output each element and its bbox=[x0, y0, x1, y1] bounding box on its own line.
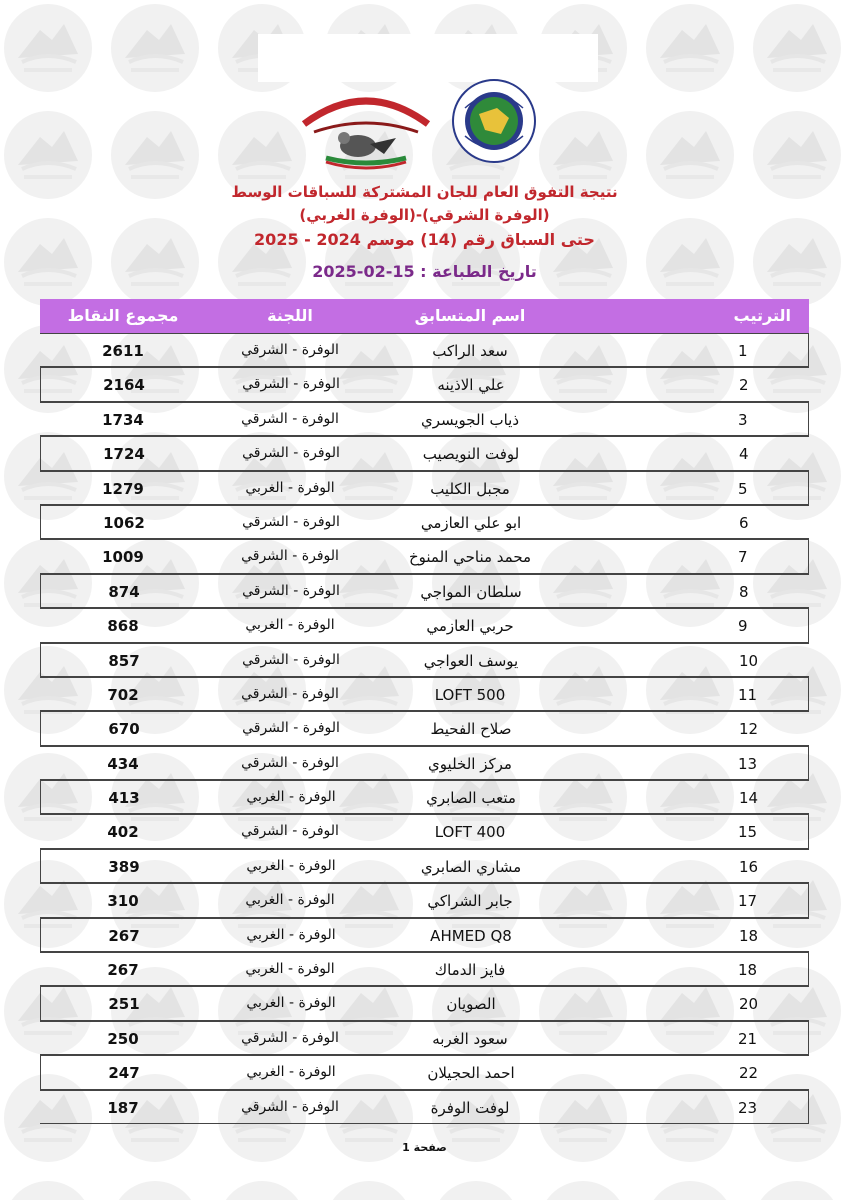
rank-value: 2 bbox=[739, 376, 749, 395]
committee-value: الوفرة - الغربي bbox=[245, 892, 335, 909]
committee-value: الوفرة - الغربي bbox=[245, 961, 335, 978]
points-value: 2164 bbox=[103, 376, 145, 395]
contestant-name: سلطان المواجي bbox=[420, 582, 522, 601]
header-rank: الترتيب bbox=[733, 306, 791, 325]
rank-cell bbox=[738, 686, 768, 704]
table-row bbox=[40, 814, 809, 848]
contestant-name: متعب الصابري bbox=[426, 789, 516, 808]
rank-value: 18 bbox=[739, 926, 759, 945]
report-subtitle: (الوفرة الشرقي)-(الوفرة الغربي) bbox=[299, 206, 550, 224]
table-row bbox=[40, 918, 809, 952]
rank-value: 23 bbox=[738, 1098, 758, 1117]
committee-value: الوفرة - الغربي bbox=[246, 857, 336, 874]
rank-value: 10 bbox=[739, 651, 759, 670]
rank-cell bbox=[739, 652, 769, 670]
contestant-name: صلاح الفحيط bbox=[430, 720, 512, 739]
contestant-name: يوسف العواجي bbox=[423, 651, 519, 670]
points-value: 310 bbox=[107, 892, 139, 911]
table-row bbox=[40, 1090, 809, 1124]
points-value: 251 bbox=[108, 995, 140, 1014]
contestant-name: الصويان bbox=[446, 995, 496, 1014]
rank-value: 15 bbox=[738, 823, 758, 842]
table-row bbox=[40, 952, 809, 986]
report-title: نتيجة التفوق العام للجان المشتركة للسباقات الوسط bbox=[231, 183, 618, 201]
rank-cell bbox=[738, 892, 768, 910]
table-row bbox=[40, 367, 809, 401]
rank-cell bbox=[738, 411, 768, 429]
points-value: 1009 bbox=[102, 548, 144, 567]
rank-value: 13 bbox=[738, 754, 758, 773]
rank-value: 9 bbox=[738, 617, 748, 636]
committee-value: الوفرة - الغربي bbox=[245, 617, 335, 634]
table-row bbox=[40, 883, 809, 917]
points-value: 1734 bbox=[102, 410, 144, 429]
table-header bbox=[40, 299, 809, 333]
rank-cell bbox=[738, 1030, 768, 1048]
committee-value: الوفرة - الشرقي bbox=[241, 685, 339, 702]
points-value: 402 bbox=[107, 823, 139, 842]
rank-value: 8 bbox=[739, 582, 749, 601]
rank-value: 20 bbox=[739, 995, 759, 1014]
points-value: 1062 bbox=[103, 513, 145, 532]
table-row bbox=[40, 780, 809, 814]
rank-value: 5 bbox=[738, 479, 748, 498]
contestant-name: سعود الغربه bbox=[432, 1029, 508, 1048]
table-row bbox=[40, 436, 809, 470]
contestant-name: لوفت النويصيب bbox=[422, 445, 520, 464]
rank-value: 3 bbox=[738, 410, 748, 429]
rank-value: 4 bbox=[739, 445, 749, 464]
rank-cell bbox=[739, 514, 769, 532]
contestant-name: ذياب الجويسري bbox=[420, 410, 520, 429]
points-value: 1724 bbox=[103, 445, 145, 464]
contestant-name: جابر الشراكي bbox=[427, 892, 513, 911]
points-value: 187 bbox=[107, 1098, 139, 1117]
table-row bbox=[40, 505, 809, 539]
rank-value: 1 bbox=[738, 342, 748, 360]
table-row bbox=[40, 746, 809, 780]
committee-value: الوفرة - الشرقي bbox=[242, 376, 340, 393]
points-value: 2611 bbox=[102, 342, 144, 360]
points-value: 247 bbox=[108, 1064, 140, 1083]
contestant-name: فايز الدماك bbox=[434, 961, 506, 980]
rank-value: 21 bbox=[738, 1029, 758, 1048]
rank-value: 18 bbox=[738, 961, 758, 980]
rank-value: 7 bbox=[738, 548, 748, 567]
contestant-name: مركز الخليوي bbox=[428, 754, 512, 773]
rank-cell bbox=[739, 583, 769, 601]
table-row bbox=[40, 574, 809, 608]
committee-value: الوفرة - الشرقي bbox=[241, 342, 339, 358]
table-row bbox=[40, 643, 809, 677]
contestant-name: ابو علي العازمي bbox=[420, 513, 522, 532]
points-value: 267 bbox=[108, 926, 140, 945]
table-row bbox=[40, 986, 809, 1020]
points-value: 413 bbox=[108, 789, 140, 808]
contestant-name: LOFT 500 bbox=[434, 685, 506, 704]
committee-value: الوفرة - الشرقي bbox=[241, 1098, 339, 1115]
contestant-name: مشاري الصابري bbox=[420, 857, 522, 876]
committee-value: الوفرة - الشرقي bbox=[241, 548, 339, 565]
points-value: 857 bbox=[108, 651, 140, 670]
table-row bbox=[40, 849, 809, 883]
page-number: صفحة 1 bbox=[402, 1141, 447, 1154]
table-row bbox=[40, 333, 809, 367]
rank-value: 11 bbox=[738, 685, 758, 704]
rank-cell bbox=[739, 720, 769, 738]
rank-cell bbox=[739, 789, 769, 807]
points-value: 267 bbox=[107, 961, 139, 980]
header-name: اسم المتسابق bbox=[414, 306, 526, 325]
header-committee: اللجنة bbox=[267, 306, 313, 325]
contestant-name: علي الاذينه bbox=[437, 376, 505, 395]
results-table bbox=[40, 299, 809, 1124]
committee-value: الوفرة - الشرقي bbox=[242, 651, 340, 668]
committee-value: الوفرة - الشرقي bbox=[242, 720, 340, 737]
table-body bbox=[40, 333, 809, 1124]
points-value: 434 bbox=[107, 754, 139, 773]
header-points: مجموع النقاط bbox=[67, 306, 179, 325]
points-value: 389 bbox=[108, 857, 140, 876]
rank-value: 17 bbox=[738, 892, 758, 911]
committee-value: الوفرة - الشرقي bbox=[241, 1029, 339, 1046]
committee-value: الوفرة - الغربي bbox=[246, 995, 336, 1012]
table-row bbox=[40, 608, 809, 642]
rank-value: 16 bbox=[739, 857, 759, 876]
committee-value: الوفرة - الشرقي bbox=[242, 513, 340, 530]
rank-cell bbox=[739, 445, 769, 463]
contestant-name: احمد الحجيلان bbox=[427, 1064, 515, 1083]
committee-value: الوفرة - الشرقي bbox=[242, 582, 340, 599]
committee-value: الوفرة - الشرقي bbox=[241, 823, 339, 840]
contestant-name: محمد مناحي المنوخ bbox=[408, 548, 532, 567]
points-value: 868 bbox=[107, 617, 139, 636]
contestant-name: AHMED Q8 bbox=[430, 926, 512, 945]
points-value: 702 bbox=[107, 685, 139, 704]
rank-cell bbox=[739, 858, 769, 876]
rank-cell bbox=[738, 823, 768, 841]
table-row bbox=[40, 711, 809, 745]
report-season: حتى السباق رقم (14) موسم 2024 - 2025 bbox=[254, 230, 595, 249]
rank-cell bbox=[738, 548, 768, 566]
rank-cell bbox=[738, 755, 768, 773]
kuwait-pigeon-racing-club-logo bbox=[296, 84, 436, 170]
rank-cell bbox=[738, 1099, 768, 1117]
rank-cell bbox=[738, 342, 768, 360]
rank-value: 14 bbox=[739, 789, 759, 808]
contestant-name: سعد الراكب bbox=[432, 342, 508, 360]
points-value: 1279 bbox=[102, 479, 144, 498]
committee-value: الوفرة - الشرقي bbox=[241, 410, 339, 427]
table-row bbox=[40, 539, 809, 573]
committee-value: الوفرة - الغربي bbox=[246, 926, 336, 943]
table-row bbox=[40, 677, 809, 711]
rank-value: 6 bbox=[739, 513, 749, 532]
blank-header-box bbox=[258, 34, 598, 82]
kuwait-federation-racing-pigeon-logo bbox=[451, 78, 537, 164]
points-value: 874 bbox=[108, 582, 140, 601]
rank-value: 12 bbox=[739, 720, 759, 739]
rank-cell bbox=[739, 376, 769, 394]
rank-cell bbox=[738, 961, 768, 979]
rank-cell bbox=[739, 995, 769, 1013]
contestant-name: LOFT 400 bbox=[434, 823, 506, 842]
committee-value: الوفرة - الغربي bbox=[245, 479, 335, 496]
committee-value: الوفرة - الشرقي bbox=[242, 445, 340, 462]
table-row bbox=[40, 402, 809, 436]
rank-cell bbox=[739, 1064, 769, 1082]
committee-value: الوفرة - الشرقي bbox=[241, 754, 339, 771]
rank-cell bbox=[739, 927, 769, 945]
print-date: تاريخ الطباعة : 15-02-2025 bbox=[312, 262, 537, 281]
rank-cell bbox=[738, 480, 768, 498]
contestant-name: حربي العازمي bbox=[426, 617, 514, 636]
table-row bbox=[40, 471, 809, 505]
points-value: 250 bbox=[107, 1029, 139, 1048]
contestant-name: مجبل الكليب bbox=[430, 479, 510, 498]
points-value: 670 bbox=[108, 720, 140, 739]
table-row bbox=[40, 1055, 809, 1089]
committee-value: الوفرة - الغربي bbox=[246, 789, 336, 806]
committee-value: الوفرة - الغربي bbox=[246, 1064, 336, 1081]
contestant-name: لوفت الوفرة bbox=[430, 1098, 510, 1117]
rank-value: 22 bbox=[739, 1064, 759, 1083]
rank-cell bbox=[738, 617, 768, 635]
table-row bbox=[40, 1021, 809, 1055]
